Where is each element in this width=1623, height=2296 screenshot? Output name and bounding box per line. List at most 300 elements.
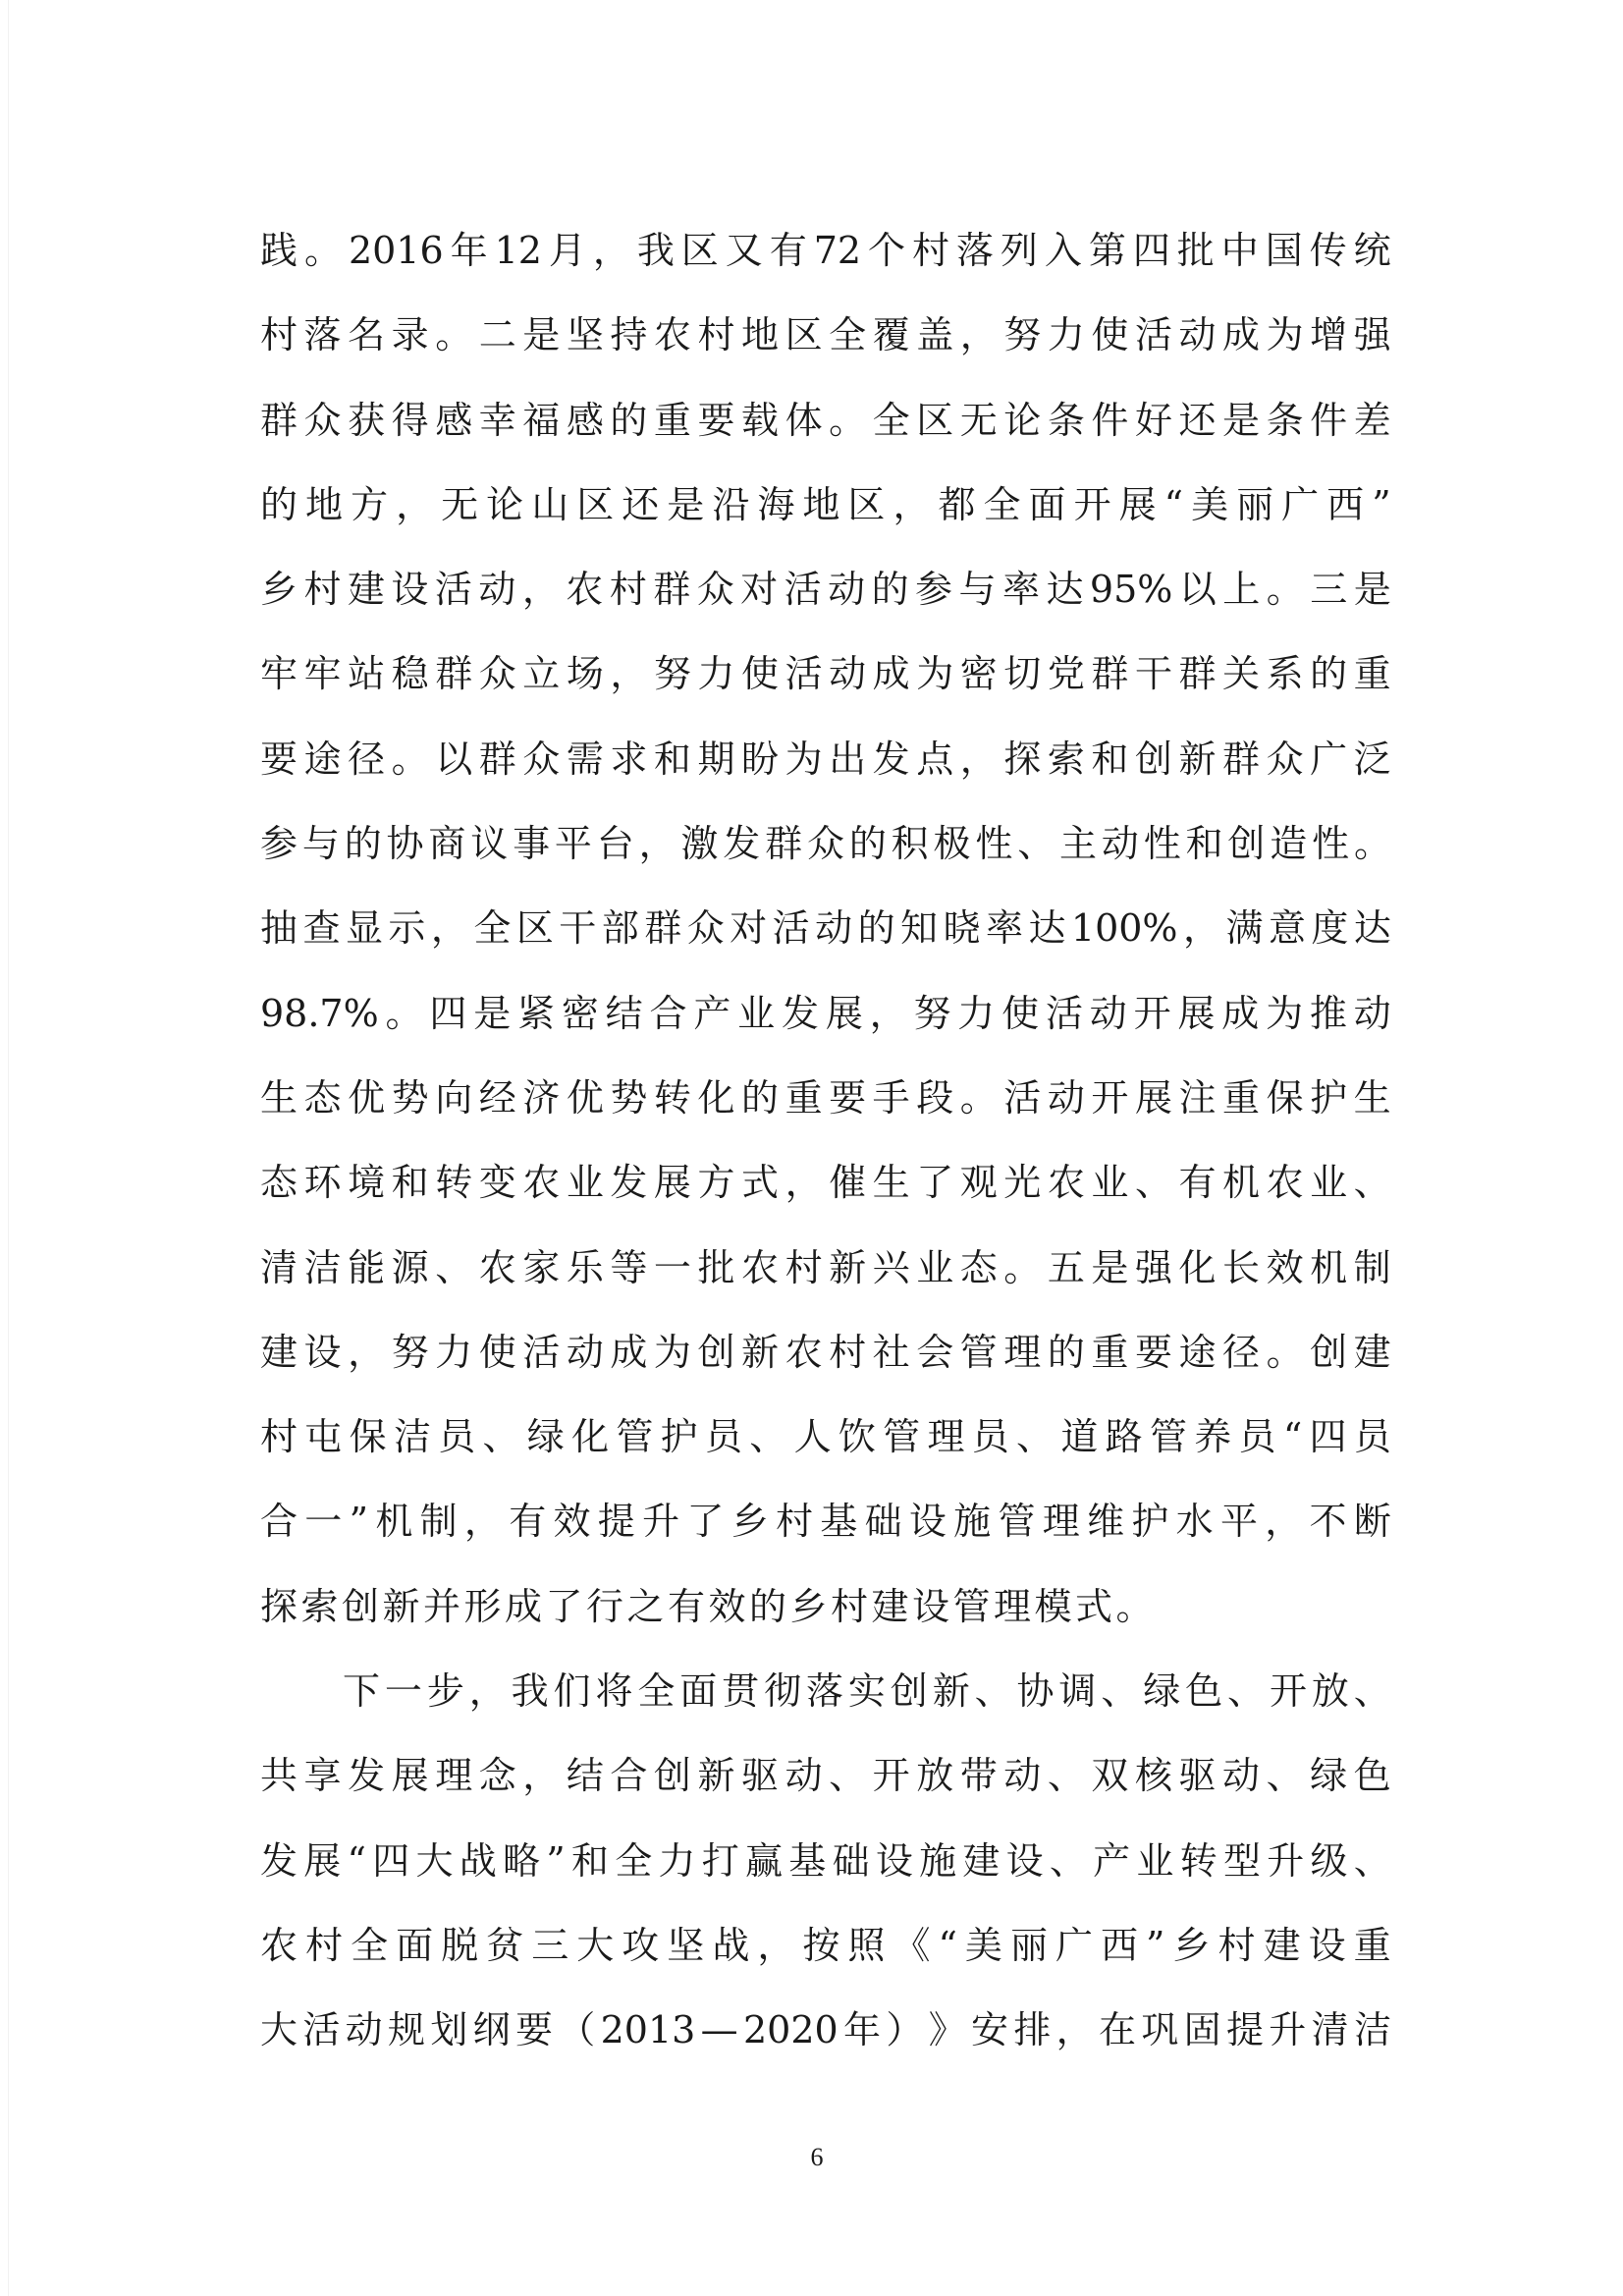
glyph: 在 xyxy=(1098,2008,1136,2052)
glyph: 成 xyxy=(1221,991,1260,1035)
glyph: 使 xyxy=(1001,991,1040,1035)
glyph: 村 xyxy=(305,1923,344,1967)
glyph: 平 xyxy=(1219,1500,1258,1544)
glyph: 广 xyxy=(1055,1923,1093,1967)
glyph: 。 xyxy=(1353,822,1391,866)
glyph: 绿 xyxy=(1310,1754,1348,1798)
glyph: 需 xyxy=(566,737,604,781)
glyph: 激 xyxy=(680,822,719,866)
glyph: 制 xyxy=(1353,1245,1391,1289)
glyph: 率 xyxy=(985,906,1023,951)
glyph: 生 xyxy=(872,1161,910,1205)
glyph: 活 xyxy=(772,906,810,951)
glyph: 西 xyxy=(1101,1923,1139,1967)
text-line xyxy=(260,568,1391,652)
glyph: 面 xyxy=(1028,482,1066,526)
glyph: 产 xyxy=(1093,1838,1131,1883)
glyph: 性 xyxy=(975,822,1013,866)
glyph: 业 xyxy=(916,1245,954,1289)
glyph: ” xyxy=(349,1500,369,1544)
glyph: 点 xyxy=(916,737,954,781)
glyph: 要 xyxy=(1134,1330,1172,1374)
glyph: 理 xyxy=(435,1754,473,1798)
glyph: 的 xyxy=(344,822,382,866)
glyph: 成 xyxy=(872,652,910,696)
glyph: 设 xyxy=(1005,1838,1044,1883)
glyph: 源 xyxy=(391,1245,429,1289)
text-line xyxy=(260,1924,1391,2008)
glyph: 众 xyxy=(1266,737,1304,781)
glyph: 达 xyxy=(1028,906,1066,951)
glyph: 大 xyxy=(260,2008,298,2052)
glyph: ” xyxy=(1146,1923,1165,1967)
glyph: 巩 xyxy=(1141,2008,1179,2052)
glyph: 调 xyxy=(1058,1669,1097,1714)
glyph: 基 xyxy=(820,1500,858,1544)
glyph: 赢 xyxy=(745,1838,784,1883)
text-line xyxy=(260,822,1391,906)
glyph: 、 xyxy=(1353,1669,1391,1714)
glyph: 年 xyxy=(450,229,488,272)
glyph: 群 xyxy=(653,568,691,612)
glyph: 传 xyxy=(1309,229,1347,272)
glyph: 业 xyxy=(1136,1838,1174,1883)
glyph: 第 xyxy=(1088,229,1126,272)
text-line xyxy=(260,2008,1391,2093)
glyph: 展 xyxy=(303,1838,342,1883)
glyph: 动 xyxy=(828,568,866,612)
glyph: 动 xyxy=(1178,313,1217,357)
glyph: 开 xyxy=(1091,1075,1129,1120)
glyph: 。 xyxy=(1266,568,1304,612)
glyph: 村 xyxy=(303,568,342,612)
glyph: 创 xyxy=(697,1330,735,1374)
glyph: 落 xyxy=(955,229,994,272)
glyph: 2013 xyxy=(600,2008,696,2052)
glyph: ， xyxy=(638,822,676,866)
glyph: 清 xyxy=(260,1245,298,1289)
glyph: 2020 xyxy=(742,2008,839,2052)
glyph: 、 xyxy=(435,1245,473,1289)
glyph: 管 xyxy=(1149,1415,1187,1459)
glyph: 洁 xyxy=(1353,2008,1391,2052)
glyph: 探 xyxy=(1003,737,1042,781)
glyph: 护 xyxy=(1131,1500,1169,1544)
glyph: 经 xyxy=(478,1075,516,1120)
glyph: ， xyxy=(348,1330,386,1374)
glyph: 参 xyxy=(260,822,298,866)
glyph: 议 xyxy=(470,822,509,866)
glyph: 乡 xyxy=(1172,1923,1211,1967)
glyph: 乐 xyxy=(566,1245,604,1289)
glyph: 业 xyxy=(566,1161,604,1205)
glyph: 态 xyxy=(303,1075,342,1120)
glyph: 农 xyxy=(566,568,604,612)
glyph: 重 xyxy=(1091,1330,1129,1374)
glyph: 新 xyxy=(697,1754,735,1798)
glyph: 动 xyxy=(1047,1075,1085,1120)
glyph: 享 xyxy=(303,1754,342,1798)
glyph: ， xyxy=(959,313,998,357)
glyph: 的 xyxy=(871,568,909,612)
glyph: 创 xyxy=(653,1754,691,1798)
glyph: 众 xyxy=(806,822,844,866)
glyph: 全 xyxy=(637,1669,676,1714)
glyph: 密 xyxy=(561,991,599,1035)
glyph: 员 xyxy=(1238,1415,1276,1459)
glyph: 核 xyxy=(1134,1754,1172,1798)
glyph: 管 xyxy=(959,1330,998,1374)
glyph: 四 xyxy=(429,991,467,1035)
glyph: 重 xyxy=(784,1075,823,1120)
glyph: 动 xyxy=(784,1754,823,1798)
glyph: 与 xyxy=(301,822,340,866)
glyph: ， xyxy=(430,906,468,951)
glyph: 都 xyxy=(938,482,976,526)
glyph: 众 xyxy=(686,906,725,951)
glyph: 、 xyxy=(749,1415,787,1459)
glyph: 新 xyxy=(932,1669,970,1714)
glyph: 济 xyxy=(522,1075,561,1120)
glyph: 、 xyxy=(1017,822,1055,866)
glyph: ” xyxy=(1372,482,1391,526)
glyph: 动 xyxy=(478,568,516,612)
glyph: 晓 xyxy=(943,906,981,951)
glyph: 的 xyxy=(1047,1330,1085,1374)
glyph: 驱 xyxy=(741,1754,780,1798)
glyph: 不 xyxy=(1309,1500,1347,1544)
glyph: 落 xyxy=(805,1669,843,1714)
glyph: 双 xyxy=(1091,1754,1129,1798)
glyph: ， xyxy=(592,229,630,272)
glyph: 群 xyxy=(1091,652,1129,696)
glyph: 12 xyxy=(494,229,542,272)
glyph: 紧 xyxy=(517,991,556,1035)
glyph: 干 xyxy=(1134,652,1172,696)
glyph: 群 xyxy=(478,737,516,781)
glyph: 努 xyxy=(913,991,951,1035)
glyph: 管 xyxy=(616,1415,654,1459)
glyph: 幸 xyxy=(478,398,516,442)
glyph: 径 xyxy=(348,737,386,781)
glyph: 效 xyxy=(553,1500,591,1544)
glyph: 区 xyxy=(680,229,719,272)
glyph: ， xyxy=(521,568,560,612)
glyph: 创 xyxy=(1227,822,1266,866)
paragraph-2 xyxy=(260,1669,1391,2093)
glyph: 活 xyxy=(1003,1075,1042,1120)
glyph: 态 xyxy=(959,1245,998,1289)
glyph: 动 xyxy=(1003,1754,1042,1798)
glyph: 、 xyxy=(974,1669,1012,1714)
glyph: 转 xyxy=(653,1075,691,1120)
glyph: ， xyxy=(893,482,931,526)
text-line xyxy=(260,1331,1391,1415)
glyph: 了 xyxy=(686,1500,725,1544)
glyph: 固 xyxy=(1183,2008,1221,2052)
glyph: 安 xyxy=(970,2008,1008,2052)
glyph: 是 xyxy=(1222,398,1261,442)
glyph: 的 xyxy=(848,822,887,866)
glyph: 批 xyxy=(697,1245,735,1289)
glyph: 全 xyxy=(473,906,512,951)
glyph: 、 xyxy=(1227,1669,1266,1714)
glyph: 查 xyxy=(302,906,341,951)
glyph: 有 xyxy=(1178,1161,1217,1205)
glyph: 饮 xyxy=(838,1415,876,1459)
glyph: 方 xyxy=(351,482,389,526)
glyph: 地 xyxy=(305,482,344,526)
glyph: 彻 xyxy=(764,1669,802,1714)
text-line xyxy=(260,1076,1391,1161)
glyph: 持 xyxy=(610,313,648,357)
glyph: 期 xyxy=(697,737,735,781)
glyph: 势 xyxy=(610,1075,648,1120)
glyph: 积 xyxy=(891,822,929,866)
glyph: 满 xyxy=(1225,906,1264,951)
glyph: 保 xyxy=(349,1415,387,1459)
glyph: 面 xyxy=(396,1923,434,1967)
glyph: 力 xyxy=(1047,313,1085,357)
glyph: 切 xyxy=(1003,652,1042,696)
glyph: 农 xyxy=(478,1245,516,1289)
glyph: 提 xyxy=(597,1500,635,1544)
glyph: “ xyxy=(938,1923,957,1967)
body-text xyxy=(260,229,1391,2094)
glyph: 为 xyxy=(1266,991,1304,1035)
glyph: 农 xyxy=(1266,1161,1304,1205)
glyph: 落 xyxy=(303,313,342,357)
glyph: 努 xyxy=(391,1330,429,1374)
glyph: 设 xyxy=(908,1500,947,1544)
glyph: 制 xyxy=(419,1500,458,1544)
glyph: 动 xyxy=(1089,991,1127,1035)
glyph: 乡 xyxy=(730,1500,769,1544)
glyph: 重 xyxy=(1353,652,1391,696)
glyph: 三 xyxy=(531,1923,569,1967)
glyph: 的 xyxy=(857,906,895,951)
glyph: 村 xyxy=(911,229,949,272)
glyph: 商 xyxy=(428,822,466,866)
glyph: 是 xyxy=(1091,1245,1129,1289)
glyph: 生 xyxy=(260,1075,298,1120)
glyph: 全 xyxy=(615,1838,653,1883)
glyph: 战 xyxy=(712,1923,750,1967)
glyph: 统 xyxy=(1353,229,1391,272)
glyph: 级 xyxy=(1310,1838,1348,1883)
glyph: 村 xyxy=(609,568,647,612)
glyph: 要 xyxy=(829,1075,867,1120)
glyph: 设 xyxy=(391,568,429,612)
glyph: 农 xyxy=(653,313,691,357)
text-line xyxy=(260,1754,1391,1838)
glyph: 四 xyxy=(1132,229,1170,272)
glyph: 纲 xyxy=(472,2008,511,2052)
glyph: 化 xyxy=(697,1075,735,1120)
glyph: 95% xyxy=(1089,568,1173,612)
glyph: 无 xyxy=(959,398,998,442)
glyph: 升 xyxy=(1267,1838,1305,1883)
glyph: ， xyxy=(463,1500,502,1544)
glyph: 态 xyxy=(260,1161,298,1205)
glyph: 》 xyxy=(928,2008,966,2052)
glyph: 村 xyxy=(775,1500,813,1544)
glyph: 力 xyxy=(435,1330,473,1374)
glyph: 率 xyxy=(1001,568,1040,612)
glyph: 建 xyxy=(260,1330,298,1374)
glyph: 开 xyxy=(1269,1669,1307,1714)
glyph: 录 xyxy=(391,313,429,357)
glyph: 论 xyxy=(486,482,524,526)
glyph: 感 xyxy=(566,398,604,442)
glyph: 共 xyxy=(260,1754,298,1798)
glyph: 强 xyxy=(1134,1245,1172,1289)
glyph: 员 xyxy=(704,1415,742,1459)
glyph: 群 xyxy=(765,822,803,866)
glyph: 个 xyxy=(868,229,906,272)
glyph: 清 xyxy=(1311,2008,1349,2052)
glyph: 展 xyxy=(1134,1075,1172,1120)
glyph: 势 xyxy=(391,1075,429,1120)
text-line xyxy=(260,1161,1391,1245)
glyph: ， xyxy=(610,652,648,696)
glyph: 念 xyxy=(478,1754,516,1798)
glyph: 新 xyxy=(741,1330,780,1374)
glyph: 区 xyxy=(847,482,886,526)
glyph: 要 xyxy=(514,2008,553,2052)
glyph: 丽 xyxy=(1236,482,1274,526)
glyph: 72 xyxy=(813,229,862,272)
glyph: 件 xyxy=(1310,398,1348,442)
glyph: 我 xyxy=(511,1669,549,1714)
glyph: 获 xyxy=(348,398,386,442)
glyph: 变 xyxy=(478,1161,516,1205)
glyph: 优 xyxy=(566,1075,604,1120)
text-line xyxy=(260,483,1391,568)
glyph: 美 xyxy=(964,1923,1002,1967)
glyph: 创 xyxy=(1134,737,1172,781)
glyph: 为 xyxy=(916,652,954,696)
text-line xyxy=(260,1839,1391,1924)
scan-edge-shadow xyxy=(8,0,9,2296)
glyph: 方 xyxy=(697,1161,735,1205)
glyph: 。 xyxy=(391,737,429,781)
glyph: 发 xyxy=(723,822,761,866)
glyph: 示 xyxy=(388,906,426,951)
glyph: 的 xyxy=(1310,652,1348,696)
text-line xyxy=(260,1500,1391,1584)
glyph: 四 xyxy=(1309,1415,1347,1459)
glyph: 福 xyxy=(522,398,561,442)
glyph: 农 xyxy=(1047,1161,1085,1205)
glyph: 动 xyxy=(1353,991,1391,1035)
glyph: 手 xyxy=(872,1075,910,1120)
glyph: 活 xyxy=(522,1330,561,1374)
glyph: 海 xyxy=(757,482,795,526)
page-number: 6 xyxy=(810,2143,824,2171)
glyph: ） xyxy=(886,2008,924,2052)
glyph: ， xyxy=(396,482,434,526)
glyph: 们 xyxy=(553,1669,591,1714)
glyph: 设 xyxy=(1308,1923,1346,1967)
glyph: 活 xyxy=(434,568,472,612)
glyph: 战 xyxy=(459,1838,497,1883)
glyph: 无 xyxy=(441,482,479,526)
glyph: 、 xyxy=(1353,1161,1391,1205)
glyph: 护 xyxy=(660,1415,698,1459)
glyph: 放 xyxy=(916,1754,954,1798)
glyph: 路 xyxy=(1105,1415,1143,1459)
glyph: 众 xyxy=(303,398,342,442)
glyph: 是 xyxy=(522,313,561,357)
glyph: 强 xyxy=(1353,313,1391,357)
glyph: 转 xyxy=(435,1161,473,1205)
glyph: 将 xyxy=(595,1669,633,1714)
glyph: 全 xyxy=(829,313,867,357)
glyph: 途 xyxy=(1178,1330,1217,1374)
glyph: 村 xyxy=(1217,1923,1256,1967)
glyph: 建 xyxy=(1263,1923,1301,1967)
glyph: 理 xyxy=(927,1415,965,1459)
glyph: 群 xyxy=(260,398,298,442)
glyph: 努 xyxy=(1003,313,1042,357)
glyph: 色 xyxy=(1353,1754,1391,1798)
glyph: 业 xyxy=(1091,1161,1129,1205)
glyph: 地 xyxy=(741,313,780,357)
glyph: 差 xyxy=(1353,398,1391,442)
glyph: 动 xyxy=(566,1330,604,1374)
glyph: 以 xyxy=(1178,568,1217,612)
glyph: 动 xyxy=(815,906,853,951)
glyph: 式 xyxy=(741,1161,780,1205)
glyph: 系 xyxy=(1266,652,1304,696)
glyph: 驱 xyxy=(1178,1754,1217,1798)
paragraph-1 xyxy=(260,229,1391,1669)
glyph: 的 xyxy=(610,398,648,442)
glyph: “ xyxy=(1282,1415,1303,1459)
glyph: ， xyxy=(869,991,907,1035)
glyph: 屯 xyxy=(304,1415,343,1459)
glyph: 村 xyxy=(829,1330,867,1374)
glyph: 展 xyxy=(391,1754,429,1798)
glyph: 区 xyxy=(784,313,823,357)
glyph: 上 xyxy=(1222,568,1261,612)
glyph: 乡 xyxy=(260,568,298,612)
glyph: 美 xyxy=(1191,482,1229,526)
glyph: 全 xyxy=(351,1923,389,1967)
glyph: 动 xyxy=(829,652,867,696)
glyph: 管 xyxy=(883,1415,921,1459)
glyph: 达 xyxy=(1353,906,1391,951)
glyph: 群 xyxy=(644,906,682,951)
glyph: 业 xyxy=(737,991,776,1035)
glyph: 、 xyxy=(1134,1161,1172,1205)
glyph: 是 xyxy=(667,482,705,526)
glyph: 、 xyxy=(482,1415,520,1459)
glyph: 参 xyxy=(915,568,953,612)
glyph: ， xyxy=(757,1923,795,1967)
glyph: 建 xyxy=(962,1838,1001,1883)
glyph: 活 xyxy=(784,568,822,612)
glyph: 大 xyxy=(576,1923,615,1967)
glyph: 村 xyxy=(784,1245,823,1289)
glyph: 村 xyxy=(260,1415,298,1459)
glyph: 村 xyxy=(697,313,735,357)
glyph: 动 xyxy=(1222,1754,1261,1798)
glyph: 发 xyxy=(781,991,819,1035)
glyph: 、 xyxy=(829,1754,867,1798)
glyph: 按 xyxy=(802,1923,840,1967)
